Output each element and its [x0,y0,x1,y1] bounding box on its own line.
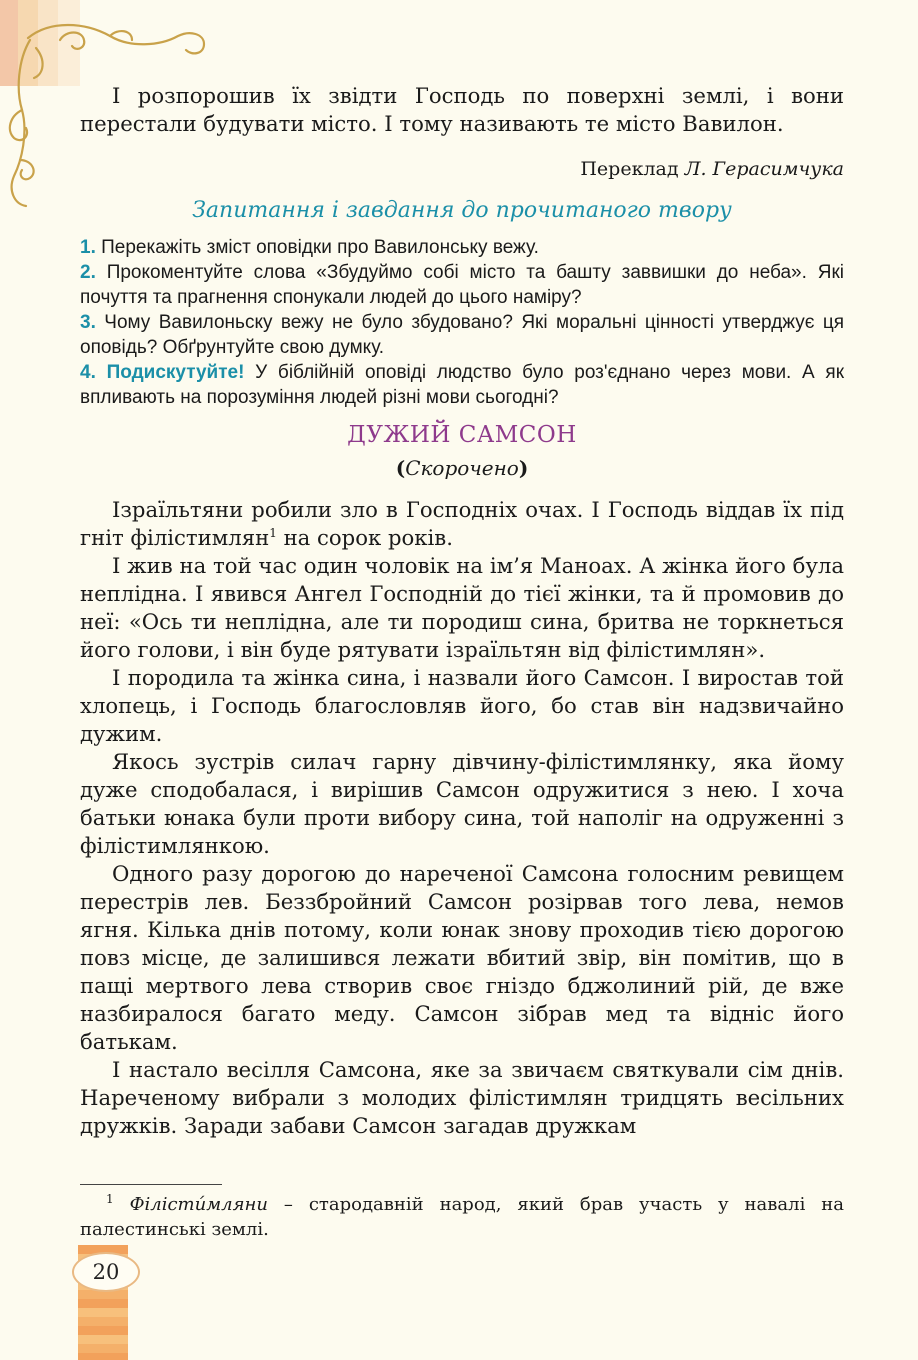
question-number: 4. [80,362,96,383]
footnote [80,1192,844,1242]
story-paragraph: Якось зустрів силач гарну дівчину-філістимлянку, яка йому дуже сподобалася, і вирішив Самсон одружитися з нею. І хоча батьки юнака були проти вибору сина, той наполіг на одруженні з філістимлянкою. [80,749,844,858]
question-number: 2. [80,262,96,283]
question-item [80,260,844,310]
question-number: 3. [80,312,96,333]
question-text: Прокоментуйте слова «Збудуймо собі місто та башту заввишки до неба». Які почуття та прагнення спонукали людей до цього наміру? [80,262,844,308]
questions-title: Запитання і завдання до прочитаного твору [192,198,732,223]
page-number: 20 [72,1252,140,1292]
story-title: ДУЖИЙ САМСОН [347,422,577,448]
footnote-mark: 1 [106,1192,114,1206]
opening-paragraph: І розпорошив їх звідти Господь по поверхні землі, і вони перестали будувати місто. І тому називають те місто Вавилон. [80,83,844,136]
story-paragraph: Одного разу дорогою до нареченої Самсона голосним ревищем перестрів лев. Беззбройний Самсон розірвав того лева, немов ягня. Кілька днів потому, коли юнак знову проходив тією дорогою повз місце, де залишився лежати вбитий звір, він помітив, що в пащі мертвого лева створив своє гніздо бджолиний рій, де вже назбиралося багато меду. Самсон зібрав мед та відніс його батькам. [80,861,844,1054]
story-paragraph: І породила та жінка сина, і назвали його Самсон. І виростав той хлопець, і Господь благословляв його, бо став він надзвичайно дужим. [80,665,844,746]
question-number: 1. [80,237,96,258]
question-item [80,310,844,360]
question-text: Перекажіть зміст оповідки про Вавилонську вежу. [101,237,539,258]
translation-credit [80,158,844,180]
question-item [80,235,844,260]
story-paragraph: І настало весілля Самсона, яке за звичаєм святкували сім днів. Нареченому вибрали з молодих філістимлян тридцять весільних дружків. Заради забави Самсон загадав дружкам [80,1057,844,1138]
footnote-ref: 1 [269,525,277,540]
story-paragraph: І жив на той час один чоловік на ім’я Маноах. А жінка його була неплідна. І явився Ангел Господній до тієї жінки, та й промовив до неї: «Ось ти неплідна, але ти породиш сина, бритва не торкнеться його голови, і він буде рятувати ізраїльтян від філістимлян». [80,553,844,662]
footnote-text: – стародавній народ, який брав участь у навалі на палестинські землі. [80,1194,844,1240]
questions-list [80,235,844,410]
question-text: Чому Вавилоньску вежу не було збудовано? Які моральні цінності утверджує ця оповідь? Обґрунтуйте свою думку. [80,312,844,358]
question-text: У біблійній оповіді людство було роз'єднано через мови. А як впливають на порозуміння людей різні мови сьогодні? [80,362,845,408]
translation-author: Л. Герасимчука [684,158,844,180]
question-item [80,360,844,410]
discuss-highlight: Подискутуйте! [106,362,245,383]
footnote-divider [80,1184,222,1185]
story-paragraph: Ізраїльтяни робили зло в Господніх очах. І Господь віддав їх під гніт філістимлян$^1$ на сорок років. [80,497,844,550]
story-subtitle: (Скорочено) [395,456,529,480]
subtitle-text: Скорочено [405,456,519,480]
footnote-term: Філісти́мляни [129,1194,268,1215]
story-body [80,496,844,1140]
translation-prefix: Переклад [580,158,679,180]
